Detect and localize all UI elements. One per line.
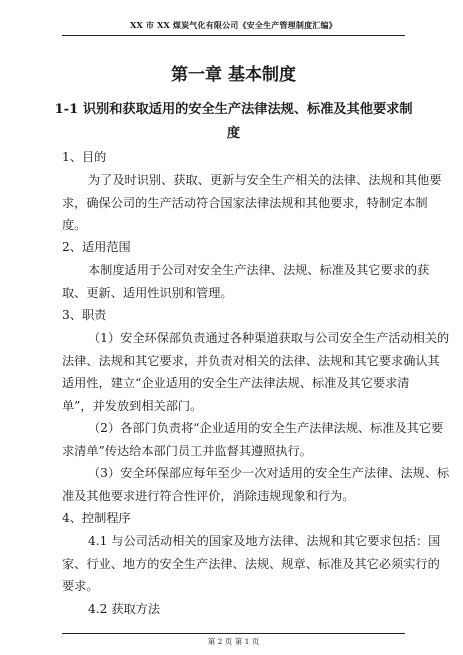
- paragraph-line: 取、更新、适用性识别和管理。: [62, 285, 233, 300]
- heading-control-procedure: [62, 507, 407, 530]
- paragraph-responsibility-2: [62, 417, 444, 462]
- paragraph-line: 度。: [62, 218, 87, 232]
- chapter-title: 第一章 基本制度: [171, 65, 296, 85]
- subheading-text: 4.2 获取方法: [88, 602, 161, 616]
- paragraph-control-4-1: [62, 530, 441, 598]
- paragraph-responsibility-3: [62, 462, 450, 507]
- page-header: XX 市 XX 煤炭气化有限公司《安全生产管理制度汇编》: [130, 20, 337, 30]
- paragraph-line: 适用性，建立“企业适用的安全生产法律法规、标准及其它要求清: [62, 376, 410, 390]
- paragraph-line: （2）各部门负责将“企业适用的安全生产法律法规、标准及其它要: [88, 421, 444, 435]
- page-footer: 第 2 页 第 1 页: [207, 637, 260, 646]
- heading-text: 3、职责: [62, 308, 107, 322]
- footer-divider: [62, 633, 405, 634]
- paragraph-line: 本制度适用于公司对安全生产法律、法规、标准及其它要求的获: [88, 263, 430, 277]
- heading-responsibilities: [62, 304, 407, 327]
- section-title-line-2: 度: [226, 126, 241, 141]
- paragraph-line: 求，确保公司的生产活动符合国家法律法规和其他要求，特制定本制: [62, 195, 428, 210]
- paragraph-line: 为了及时识别、获取、更新与安全生产相关的法律、法规和其他要: [88, 173, 442, 187]
- heading-purpose: [62, 146, 407, 169]
- paragraph-line: 家、行业、地方的安全生产法律、法规、规章、标准及其它必须实行的: [62, 556, 440, 571]
- paragraph-line: 要求。: [62, 579, 99, 593]
- heading-text: 4、控制程序: [62, 511, 131, 525]
- paragraph-line: （3）安全环保部应每年至少一次对适用的安全生产法律、法规、标: [88, 466, 450, 480]
- paragraph-line: 法律、法规和其它要求，并负责对相关的法律、法规和其它要求确认其: [62, 353, 440, 368]
- heading-scope: [62, 236, 407, 259]
- section-title-line-1: 1-1 识别和获取适用的安全生产法律法规、标准及其他要求制: [54, 102, 413, 117]
- paragraph-line: （1）安全环保部负责通过各种渠道获取与公司安全生产活动相关的: [88, 331, 450, 345]
- section-title: [52, 98, 415, 146]
- paragraph-purpose: [62, 169, 442, 237]
- paragraph-line: 4.1 与公司活动相关的国家及地方法律、法规和其它要求包括：国: [88, 534, 441, 548]
- paragraph-responsibility-1: [62, 327, 450, 417]
- heading-text: 2、适用范围: [62, 240, 131, 254]
- paragraph-line: 单”，并发放到相关部门。: [62, 398, 203, 413]
- paragraph-scope: [62, 259, 430, 304]
- paragraph-line: 求清单”传达给本部门员工并监督其遵照执行。: [62, 443, 312, 458]
- header-divider: [62, 35, 405, 36]
- paragraph-line: 准及其他要求进行符合性评价，消除违规现象和行为。: [62, 488, 355, 503]
- heading-text: 1、目的: [62, 150, 107, 164]
- subheading-acquisition-method: [62, 598, 407, 621]
